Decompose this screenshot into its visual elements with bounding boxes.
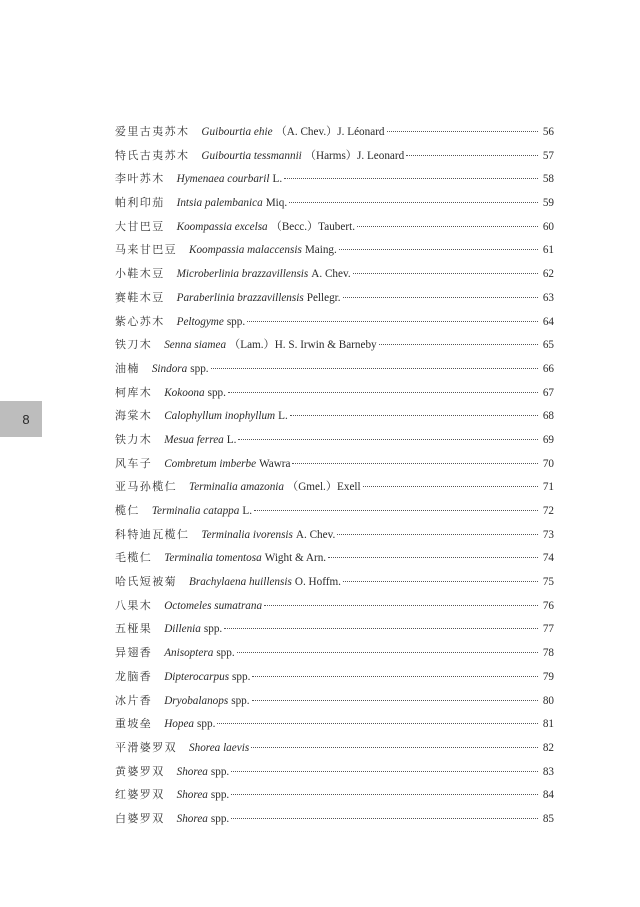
scientific-name: Combretum imberbe	[164, 457, 257, 470]
dot-leader	[387, 119, 538, 132]
scientific-name: Terminalia ivorensis	[201, 528, 293, 541]
page-number: 60	[542, 220, 554, 233]
scientific-name: Mesua ferrea	[164, 433, 224, 446]
page-number: 67	[542, 386, 554, 399]
scientific-name: Dillenia	[164, 623, 201, 636]
page-number: 71	[542, 481, 554, 494]
chinese-name: 亚马孙榄仁	[115, 480, 177, 494]
dot-leader	[292, 451, 538, 464]
page-number: 69	[542, 433, 554, 446]
dot-leader	[237, 640, 538, 653]
chinese-name: 异翅香	[115, 646, 153, 660]
author-citation: （Becc.）Taubert.	[270, 220, 355, 233]
chinese-name: 李叶苏木	[115, 172, 165, 186]
scientific-name: Terminalia tomentosa	[164, 552, 262, 565]
scientific-name: Senna siamea	[164, 339, 227, 352]
author-citation: spp.	[197, 718, 216, 731]
dot-leader	[339, 237, 538, 250]
chinese-name: 重坡垒	[115, 717, 153, 731]
chinese-name: 黄婆罗双	[115, 764, 165, 778]
dot-leader	[238, 427, 538, 440]
toc-entry[interactable]	[115, 809, 554, 833]
author-citation: A. Chev.	[295, 528, 336, 541]
dot-leader	[337, 522, 538, 535]
page-number: 76	[542, 599, 554, 612]
chinese-name: 小鞋木豆	[115, 267, 165, 281]
dot-leader	[406, 143, 538, 156]
page-number: 78	[542, 647, 554, 660]
scientific-name: Dryobalanops	[164, 694, 229, 707]
chinese-name: 帕利印茄	[115, 196, 165, 210]
author-citation: Miq.	[265, 197, 288, 210]
dot-leader	[251, 735, 538, 748]
page-number: 63	[542, 291, 554, 304]
chinese-name: 海棠木	[115, 409, 153, 423]
scientific-name: Shorea	[176, 765, 208, 778]
chinese-name: 铁刀木	[115, 338, 153, 352]
author-citation: （Lam.）H. S. Irwin & Barneby	[229, 339, 377, 352]
scientific-name: Microberlinia brazzavillensis	[176, 268, 309, 281]
page-number: 65	[542, 339, 554, 352]
page-number: 81	[542, 718, 554, 731]
scientific-name: Koompassia excelsa	[176, 220, 268, 233]
chinese-name: 红婆罗双	[115, 788, 165, 802]
dot-leader	[343, 285, 538, 298]
page-number: 61	[542, 244, 554, 257]
chinese-name: 科特迪瓦榄仁	[115, 527, 190, 541]
dot-leader	[357, 214, 538, 227]
chinese-name: 大甘巴豆	[115, 219, 165, 233]
page-number: 84	[542, 789, 554, 802]
chinese-name: 八果木	[115, 598, 153, 612]
scientific-name: Terminalia catappa	[151, 505, 240, 517]
author-citation: （Gmel.）Exell	[287, 481, 361, 494]
page-number: 59	[542, 197, 554, 210]
dot-leader	[231, 782, 538, 795]
scientific-name: Paraberlinia brazzavillensis	[176, 291, 304, 304]
chinese-name: 白婆罗双	[115, 811, 165, 825]
dot-leader	[290, 403, 538, 416]
dot-leader	[264, 593, 538, 606]
author-citation: spp.	[231, 694, 250, 707]
scientific-name: Guibourtia tessmannii	[201, 149, 302, 162]
scientific-name: Terminalia amazonia	[189, 481, 285, 494]
chinese-name: 柯库木	[115, 385, 153, 399]
dot-leader	[284, 166, 538, 179]
scientific-name: Kokoona	[164, 386, 205, 399]
chinese-name: 毛榄仁	[115, 551, 153, 565]
author-citation: spp.	[210, 765, 230, 778]
scientific-name: Anisoptera	[164, 647, 214, 660]
author-citation: （Harms）J. Leonard	[304, 149, 405, 162]
dot-leader	[252, 688, 538, 701]
author-citation: Wawra	[259, 457, 291, 470]
dot-leader	[247, 309, 538, 322]
dot-leader	[343, 569, 538, 582]
chinese-name: 铁力木	[115, 432, 153, 446]
chinese-name: 五桠果	[115, 622, 153, 636]
author-citation: L.	[278, 410, 288, 423]
chapter-tab	[0, 401, 42, 437]
page-number: 70	[542, 457, 554, 470]
dot-leader	[211, 356, 538, 369]
page-number: 73	[542, 528, 554, 541]
chinese-name: 龙脑香	[115, 669, 153, 683]
page-number: 66	[542, 362, 554, 375]
scientific-name: Calophyllum inophyllum	[164, 410, 276, 423]
author-citation: L.	[272, 173, 283, 186]
page-number: 68	[542, 410, 554, 423]
chinese-name: 马来甘巴豆	[115, 243, 177, 257]
chinese-name: 榄仁	[115, 504, 140, 517]
page-number: 79	[542, 670, 554, 683]
scientific-name: Dipterocarpus	[164, 670, 230, 683]
page-number: 75	[542, 576, 554, 589]
dot-leader	[252, 664, 538, 677]
scientific-name: Hopea	[164, 718, 195, 731]
scientific-name: Shorea	[176, 789, 208, 802]
dot-leader	[217, 711, 538, 724]
chinese-name: 特氏古夷苏木	[115, 148, 190, 162]
chinese-name: 冰片香	[115, 693, 153, 707]
chinese-name: 风车子	[115, 456, 153, 470]
dot-leader	[254, 498, 538, 511]
author-citation: spp.	[203, 623, 223, 636]
dot-leader	[328, 545, 538, 558]
author-citation: O. Hoffm.	[294, 576, 341, 589]
author-citation: spp.	[207, 386, 226, 399]
dot-leader	[353, 261, 538, 274]
author-citation: A. Chev.	[311, 268, 351, 281]
scientific-name: Octomeles sumatrana	[164, 599, 263, 612]
author-citation: spp.	[190, 362, 209, 375]
page-number: 72	[542, 505, 554, 517]
author-citation: L.	[226, 433, 237, 446]
page-number: 58	[542, 173, 554, 186]
scientific-name: Hymenaea courbaril	[176, 173, 270, 186]
page-number: 82	[542, 741, 554, 754]
scientific-name: Shorea	[176, 812, 208, 825]
dot-leader	[231, 806, 538, 819]
dot-leader	[289, 190, 538, 203]
author-citation: L.	[242, 505, 252, 517]
chinese-name: 油楠	[115, 361, 140, 375]
dot-leader	[231, 759, 538, 772]
scientific-name: Peltogyme	[176, 315, 224, 328]
dot-leader	[224, 616, 538, 629]
dot-leader	[228, 380, 538, 393]
chinese-name: 平滑婆罗双	[115, 740, 177, 754]
chinese-name: 紫心苏木	[115, 314, 165, 328]
chinese-name: 赛鞋木豆	[115, 290, 165, 304]
author-citation: spp.	[210, 789, 230, 802]
page-number: 62	[542, 268, 554, 281]
author-citation: spp.	[226, 315, 246, 328]
scientific-name: Guibourtia ehie	[201, 126, 273, 138]
chinese-name: 爱里古夷苏木	[115, 125, 190, 138]
author-citation: spp.	[216, 647, 235, 660]
scientific-name: Sindora	[151, 362, 188, 375]
dot-leader	[379, 332, 538, 345]
scientific-name: Koompassia malaccensis	[189, 244, 302, 257]
page-number: 83	[542, 765, 554, 778]
author-citation: （A. Chev.）J. Léonard	[275, 126, 385, 138]
author-citation: spp.	[210, 812, 230, 825]
page-number: 74	[542, 552, 554, 565]
chapter-tab-number: 8	[22, 411, 30, 427]
scientific-name: Shorea laevis	[189, 741, 250, 754]
scientific-name: Brachylaena huillensis	[189, 576, 292, 589]
author-citation: Pellegr.	[306, 291, 341, 304]
page-number: 80	[542, 694, 554, 707]
page-number: 77	[542, 623, 554, 636]
page-number: 56	[542, 126, 554, 138]
page-number: 85	[542, 812, 554, 825]
dot-leader	[363, 474, 538, 487]
table-of-contents	[115, 122, 554, 833]
chinese-name: 哈氏短被菊	[115, 575, 177, 589]
page-number: 57	[542, 149, 554, 162]
author-citation: Maing.	[304, 244, 337, 257]
author-citation: Wight & Arn.	[264, 552, 327, 565]
page-number: 64	[542, 315, 554, 328]
author-citation: spp.	[232, 670, 251, 683]
scientific-name: Intsia palembanica	[176, 197, 263, 210]
